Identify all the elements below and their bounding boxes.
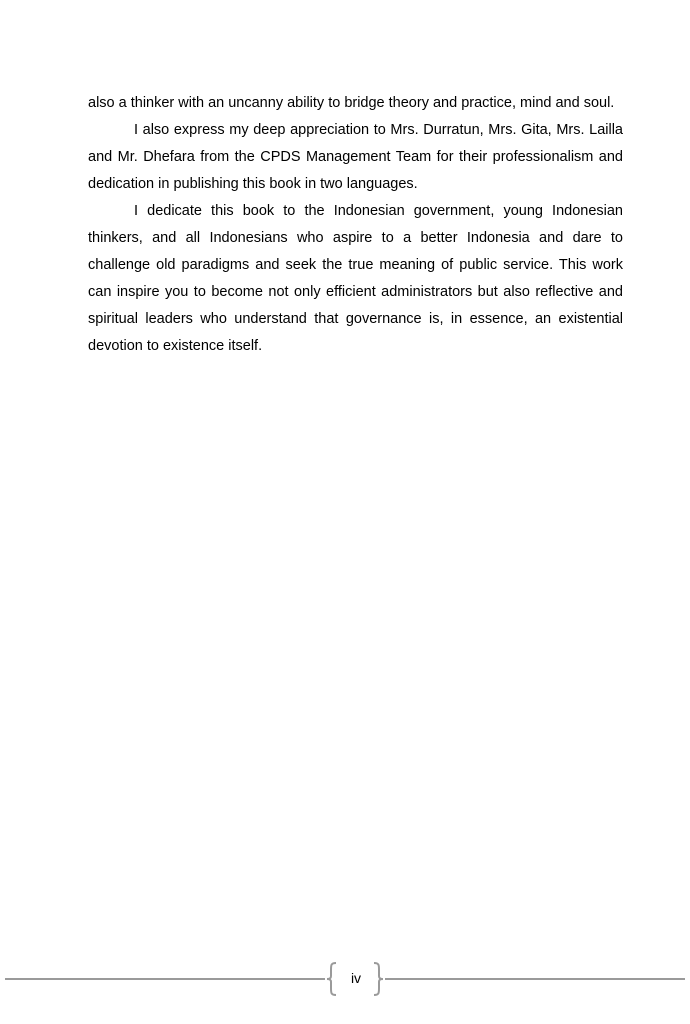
paragraph-appreciation: I also express my deep appreciation to Mrs. Durratun, Mrs. Gita, Mrs. Lailla and Mr. Dhefara from the CPDS Management Team for their professionalism and dedication in publishing this book in two languages. <box>88 122 623 192</box>
page-footer <box>0 958 690 1002</box>
footer-rule-right <box>385 978 685 980</box>
footer-rule-left <box>5 978 325 980</box>
page-number: iv <box>350 970 362 986</box>
left-brace-icon <box>326 962 338 996</box>
paragraph-dedication: I dedicate this book to the Indonesian government, young Indonesian thinkers, and all Indonesians who aspire to a better Indonesia and dare to challenge old paradigms and seek the true meaning of public service. This work can inspire you to become not only efficient administrators but also reflective and spiritual leaders who understand that governance is, in essence, an existential devotion to existence itself. <box>88 203 623 354</box>
body-text <box>88 90 623 360</box>
paragraph-continuation: also a thinker with an uncanny ability to bridge theory and practice, mind and soul. <box>88 95 615 111</box>
right-brace-icon <box>372 962 384 996</box>
